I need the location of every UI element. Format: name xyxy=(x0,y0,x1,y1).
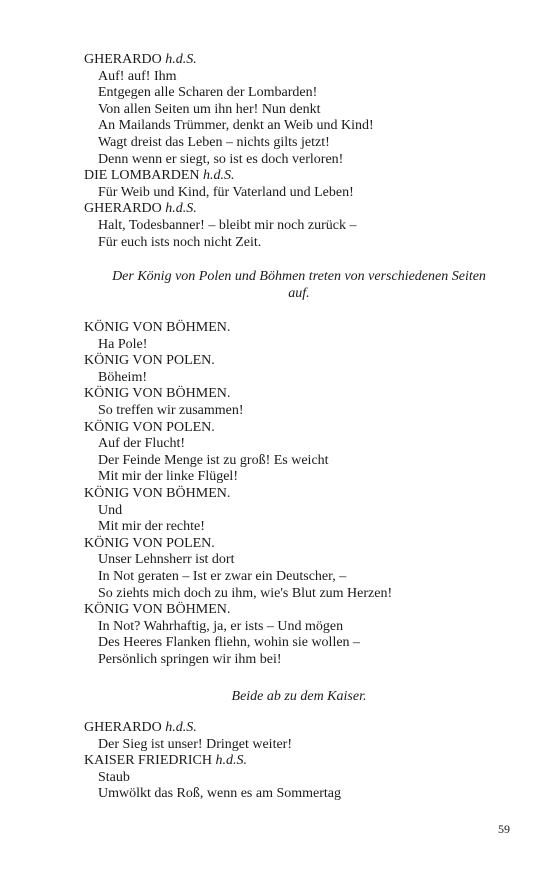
speaker-line xyxy=(84,753,514,770)
speaker-name: KÖNIG VON POLEN. xyxy=(84,353,215,369)
verse-line: Böheim! xyxy=(98,369,147,385)
speaker-line xyxy=(84,386,514,403)
speaker-line xyxy=(84,168,514,185)
verse-line: Persönlich springen wir ihm bei! xyxy=(98,651,282,667)
stage-note: h.d.S. xyxy=(165,52,197,67)
verse-line: So treffen wir zusammen! xyxy=(98,402,244,418)
verse-line: Unser Lehnsherr ist dort xyxy=(98,552,235,568)
speaker-name: KÖNIG VON POLEN. xyxy=(84,419,215,435)
verse-line: So ziehts mich doch zu ihm, wie's Blut zum Herzen! xyxy=(98,585,393,601)
verse-line: Wagt dreist das Leben – nichts gilts jetzt! xyxy=(98,134,330,150)
verse-line: In Not geraten – Ist er zwar ein Deutscher, – xyxy=(98,568,347,584)
speaker-line xyxy=(84,720,514,737)
verse-line: Halt, Todesbanner! – bleibt mir noch zurück – xyxy=(98,217,357,233)
stage-direction xyxy=(84,688,514,705)
verse-line: Von allen Seiten um ihn her! Nun denkt xyxy=(98,101,321,117)
speaker-name: GHERARDO xyxy=(84,720,162,735)
verse-line: Ha Pole! xyxy=(98,336,148,352)
speaker-line xyxy=(84,52,514,69)
verse-line: Entgegen alle Scharen der Lombarden! xyxy=(98,85,318,101)
speaker-name: KAISER FRIEDRICH xyxy=(84,753,212,769)
stage-note: h.d.S. xyxy=(165,720,197,735)
verse-line: An Mailands Trümmer, denkt an Weib und Kind! xyxy=(98,118,374,134)
verse-line: Für euch ists noch nicht Zeit. xyxy=(98,234,262,250)
verse-line: Der Sieg ist unser! Dringet weiter! xyxy=(98,736,292,752)
speaker-line xyxy=(84,320,514,337)
page-number: 59 xyxy=(498,822,510,836)
speaker-line xyxy=(84,536,514,553)
speaker-name: KÖNIG VON BÖHMEN. xyxy=(84,386,231,402)
speaker-name: KÖNIG VON BÖHMEN. xyxy=(84,320,231,335)
stage-direction-line: Beide ab zu dem Kaiser. xyxy=(231,689,367,704)
verse-line: Auf! auf! Ihm xyxy=(98,68,177,84)
stage-note: h.d.S. xyxy=(203,168,235,184)
dialogue-block xyxy=(84,52,514,251)
speaker-line xyxy=(84,420,514,437)
verse-line: Mit mir der rechte! xyxy=(98,519,205,535)
verse-line: Und xyxy=(98,502,123,518)
speaker-line xyxy=(84,486,514,503)
speaker-name: KÖNIG VON BÖHMEN. xyxy=(84,602,231,618)
speaker-name: DIE LOMBARDEN xyxy=(84,168,200,184)
stage-direction-line: Der König von Polen und Böhmen treten von verschiedenen Seiten xyxy=(112,269,486,284)
speaker-name: GHERARDO xyxy=(84,52,162,67)
dialogue-block xyxy=(84,720,514,803)
verse-line: Staub xyxy=(98,769,130,785)
verse-line: Des Heeres Flanken fliehn, wohin sie wollen – xyxy=(98,635,361,651)
verse-line: Denn wenn er siegt, so ist es doch verloren! xyxy=(98,151,344,167)
speaker-line xyxy=(84,201,514,218)
verse-line: In Not? Wahrhaftig, ja, er ists – Und mögen xyxy=(98,618,344,634)
stage-direction-line: auf. xyxy=(288,286,310,301)
speaker-name: KÖNIG VON POLEN. xyxy=(84,535,215,551)
verse-line: Umwölkt das Roß, wenn es am Sommertag xyxy=(98,786,342,802)
stage-note: h.d.S. xyxy=(165,201,197,217)
verse-line: Der Feinde Menge ist zu groß! Es weicht xyxy=(98,452,329,468)
speaker-name: GHERARDO xyxy=(84,201,162,217)
verse-line: Mit mir der linke Flügel! xyxy=(98,469,238,485)
speaker-line xyxy=(84,353,514,370)
stage-note: h.d.S. xyxy=(215,753,247,769)
verse-line: Auf der Flucht! xyxy=(98,436,186,452)
verse-line: Für Weib und Kind, für Vaterland und Leben! xyxy=(98,184,354,200)
stage-direction xyxy=(84,268,514,302)
speaker-name: KÖNIG VON BÖHMEN. xyxy=(84,485,231,501)
dialogue-block xyxy=(84,320,514,668)
speaker-line xyxy=(84,602,514,619)
